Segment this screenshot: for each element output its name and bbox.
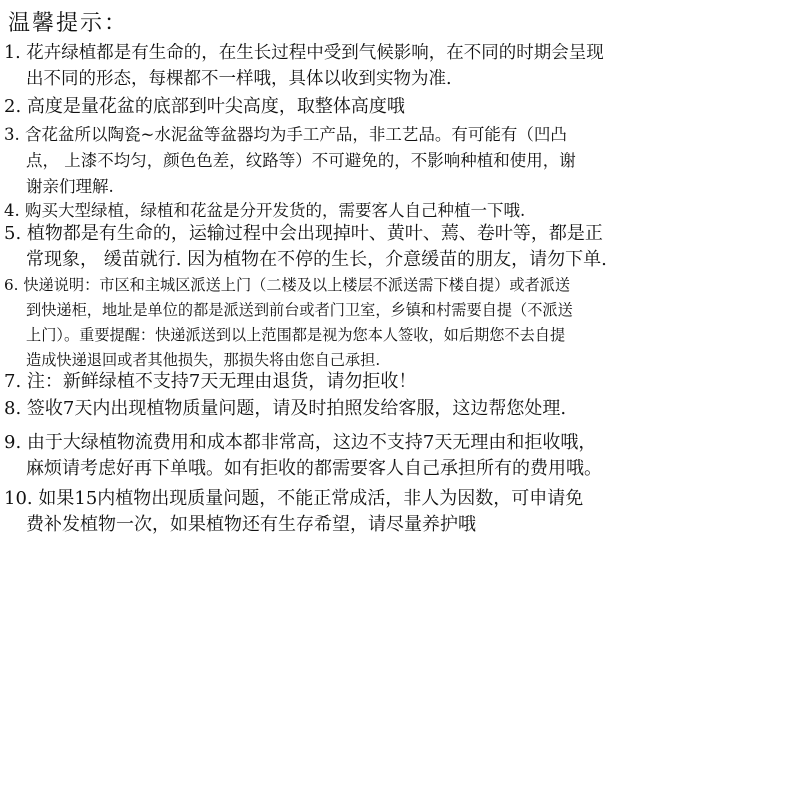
item-text: 常现象， 缓苗就行. 因为植物在不停的生长，介意缓苗的朋友，请勿下单.: [26, 249, 607, 270]
item-text: 注：新鲜绿植不支持7天无理由退货，请勿拒收！: [26, 371, 417, 392]
item-number: 7.: [4, 371, 22, 392]
notice-item-5: [4, 221, 796, 273]
notice-item-8: [4, 396, 796, 422]
item-number: 10.: [4, 488, 33, 509]
item-text: 出不同的形态，每棵都不一样哦，具体以收到实物为准.: [26, 69, 452, 89]
item-text: 植物都是有生命的，运输过程中会出现掉叶、黄叶、蔫、卷叶等，都是正: [26, 223, 603, 244]
item-number: 6.: [4, 276, 19, 294]
item-number: 3.: [4, 125, 20, 144]
item-number: 8.: [4, 398, 22, 419]
notice-item-6: [4, 273, 796, 373]
item-number: 5.: [4, 223, 22, 244]
page-title: 温馨提示：: [8, 11, 129, 36]
item-text: 麻烦请考虑好再下单哦。如有拒收的都需要客人自己承担所有的费用哦。: [26, 458, 602, 479]
item-text: 造成快递退回或者其他损失，那损失将由您自己承担.: [26, 351, 381, 369]
item-number: 9.: [4, 432, 22, 453]
item-text: 签收7天内出现植物质量问题，请及时拍照发给客服，这边帮您处理.: [26, 398, 567, 419]
item-text: 到快递柜，地址是单位的都是派送到前台或者门卫室，乡镇和村需要自提（不派送: [26, 301, 573, 319]
notice-item-2: [4, 94, 796, 120]
item-text: 购买大型绿植，绿植和花盆是分开发货的，需要客人自己种植一下哦.: [25, 201, 526, 220]
notice-item-1: [4, 40, 796, 92]
item-text: 费补发植物一次，如果植物还有生存希望，请尽量养护哦: [26, 514, 476, 535]
item-text: 上门）。重要提醒：快递派送到以上范围都是视为您本人签收，如后期您不去自提: [26, 326, 566, 344]
notice-item-9: [4, 430, 796, 482]
item-text: 点， 上漆不均匀，颜色色差，纹路等）不可避免的，不影响种植和使用，谢: [26, 151, 576, 170]
item-number: 1.: [4, 43, 21, 63]
item-text: 谢亲们理解.: [26, 177, 114, 196]
item-text: 快递说明：市区和主城区派送上门（二楼及以上楼层不派送需下楼自提）或者派送: [23, 276, 571, 294]
notice-item-10: [4, 486, 796, 538]
item-number: 4.: [4, 201, 20, 220]
item-text: 由于大绿植物流费用和成本都非常高，这边不支持7天无理由和拒收哦，: [26, 432, 597, 453]
item-number: 2.: [4, 96, 22, 117]
item-text: 如果15内植物出现质量问题，不能正常成活，非人为因数，可申请免: [38, 488, 584, 509]
item-text: 高度是量花盆的底部到叶尖高度，取整体高度哦: [26, 96, 405, 117]
notice-item-3: [4, 122, 796, 200]
item-text: 含花盆所以陶瓷~水泥盆等盆器均为手工产品，非工艺品。有可能有（凹凸: [25, 125, 567, 144]
item-text: 花卉绿植都是有生命的，在生长过程中受到气候影响，在不同的时期会呈现: [26, 43, 604, 63]
notice-item-7: [4, 369, 796, 395]
